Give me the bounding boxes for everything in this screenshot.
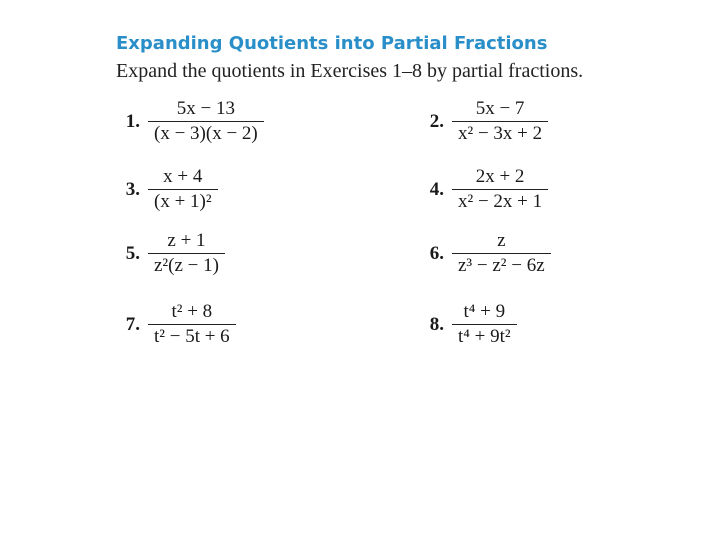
- exercise-3: [124, 165, 218, 214]
- numerator: x + 4: [148, 165, 218, 190]
- denominator: (x + 1)²: [154, 191, 212, 212]
- fraction: [148, 229, 225, 278]
- exercise-4: [428, 165, 548, 214]
- exercise-number: 3.: [125, 178, 140, 200]
- numerator: z: [452, 229, 551, 254]
- exercise-number: 8.: [429, 313, 444, 335]
- numerator: 5x − 7: [452, 97, 548, 122]
- exercise-number: 5.: [125, 242, 140, 264]
- exercise-1: [124, 97, 264, 146]
- fraction: [148, 300, 236, 349]
- fraction: [452, 97, 548, 146]
- section-heading: Expanding Quotients into Partial Fractions: [116, 33, 548, 54]
- denominator: t² − 5t + 6: [154, 326, 230, 347]
- exercise-6: [428, 229, 551, 278]
- exercise-number: 1.: [125, 110, 140, 132]
- exercise-number: 7.: [125, 313, 140, 335]
- exercise-8: [428, 300, 517, 349]
- fraction: [148, 97, 264, 146]
- denominator: (x − 3)(x − 2): [154, 123, 258, 144]
- numerator: t² + 8: [148, 300, 236, 325]
- exercise-2: [428, 97, 548, 146]
- numerator: z + 1: [148, 229, 225, 254]
- fraction: [452, 229, 551, 278]
- numerator: 2x + 2: [452, 165, 548, 190]
- exercise-number: 2.: [429, 110, 444, 132]
- exercise-5: [124, 229, 225, 278]
- numerator: t⁴ + 9: [452, 300, 517, 325]
- exercise-7: [124, 300, 236, 349]
- exercise-number: 4.: [429, 178, 444, 200]
- denominator: x² − 3x + 2: [458, 123, 543, 144]
- exercise-number: 6.: [429, 242, 444, 264]
- fraction: [452, 300, 517, 349]
- instructions-text: Expand the quotients in Exercises 1–8 by partial fractions.: [116, 60, 584, 82]
- fraction: [148, 165, 218, 214]
- numerator: 5x − 13: [148, 97, 264, 122]
- denominator: z³ − z² − 6z: [458, 255, 545, 276]
- denominator: x² − 2x + 1: [458, 191, 543, 212]
- fraction: [452, 165, 548, 214]
- denominator: z²(z − 1): [154, 255, 219, 276]
- denominator: t⁴ + 9t²: [458, 326, 511, 347]
